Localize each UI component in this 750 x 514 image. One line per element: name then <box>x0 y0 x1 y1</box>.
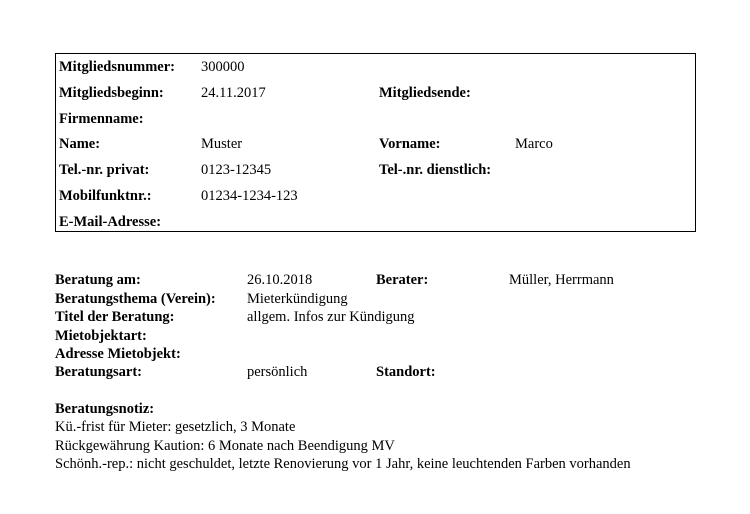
titel-label: Titel der Beratung: <box>55 309 175 325</box>
email-label: E-Mail-Adresse: <box>59 214 162 230</box>
tel-privat-value: 0123-12345 <box>201 162 272 178</box>
mobil-label: Mobilfunktnr.: <box>59 188 152 204</box>
mitgliedsende-label: Mitgliedsende: <box>379 85 471 101</box>
notes-line: Schönh.-rep.: nicht geschuldet, letzte Renovierung vor 1 Jahr, keine leuchtenden Farben vorhanden <box>55 456 631 472</box>
name-label: Name: <box>59 136 101 152</box>
firmenname-label: Firmenname: <box>59 111 144 127</box>
mitgliedsbeginn-value: 24.11.2017 <box>201 85 266 101</box>
member-info-box <box>55 53 696 232</box>
mobil-value: 01234-1234-123 <box>201 188 298 204</box>
mitgliedsnummer-value: 300000 <box>201 59 245 75</box>
beratung-am-label: Beratung am: <box>55 272 141 288</box>
beratungsart-value: persönlich <box>247 364 308 380</box>
vorname-label: Vorname: <box>379 136 441 152</box>
beratungsart-label: Beratungsart: <box>55 364 142 380</box>
tel-privat-label: Tel.-nr. privat: <box>59 162 150 178</box>
notes-line: Kü.-frist für Mieter: gesetzlich, 3 Monate <box>55 419 296 435</box>
berater-label: Berater: <box>376 272 429 288</box>
mitgliedsnummer-label: Mitgliedsnummer: <box>59 59 175 75</box>
notes-label: Beratungsnotiz: <box>55 401 155 417</box>
berater-value: Müller, Herrmann <box>509 272 614 288</box>
standort-label: Standort: <box>376 364 436 380</box>
mietobjektart-label: Mietobjektart: <box>55 328 147 344</box>
notes-line: Rückgewährung Kaution: 6 Monate nach Beendigung MV <box>55 438 395 454</box>
thema-label: Beratungsthema (Verein): <box>55 291 216 307</box>
mitgliedsbeginn-label: Mitgliedsbeginn: <box>59 85 164 101</box>
titel-value: allgem. Infos zur Kündigung <box>247 309 415 325</box>
thema-value: Mieterkündigung <box>247 291 348 307</box>
beratung-am-value: 26.10.2018 <box>247 272 313 288</box>
tel-dienstlich-label: Tel-.nr. dienstlich: <box>379 162 492 178</box>
name-value: Muster <box>201 136 243 152</box>
vorname-value: Marco <box>515 136 553 152</box>
adresse-label: Adresse Mietobjekt: <box>55 346 181 362</box>
